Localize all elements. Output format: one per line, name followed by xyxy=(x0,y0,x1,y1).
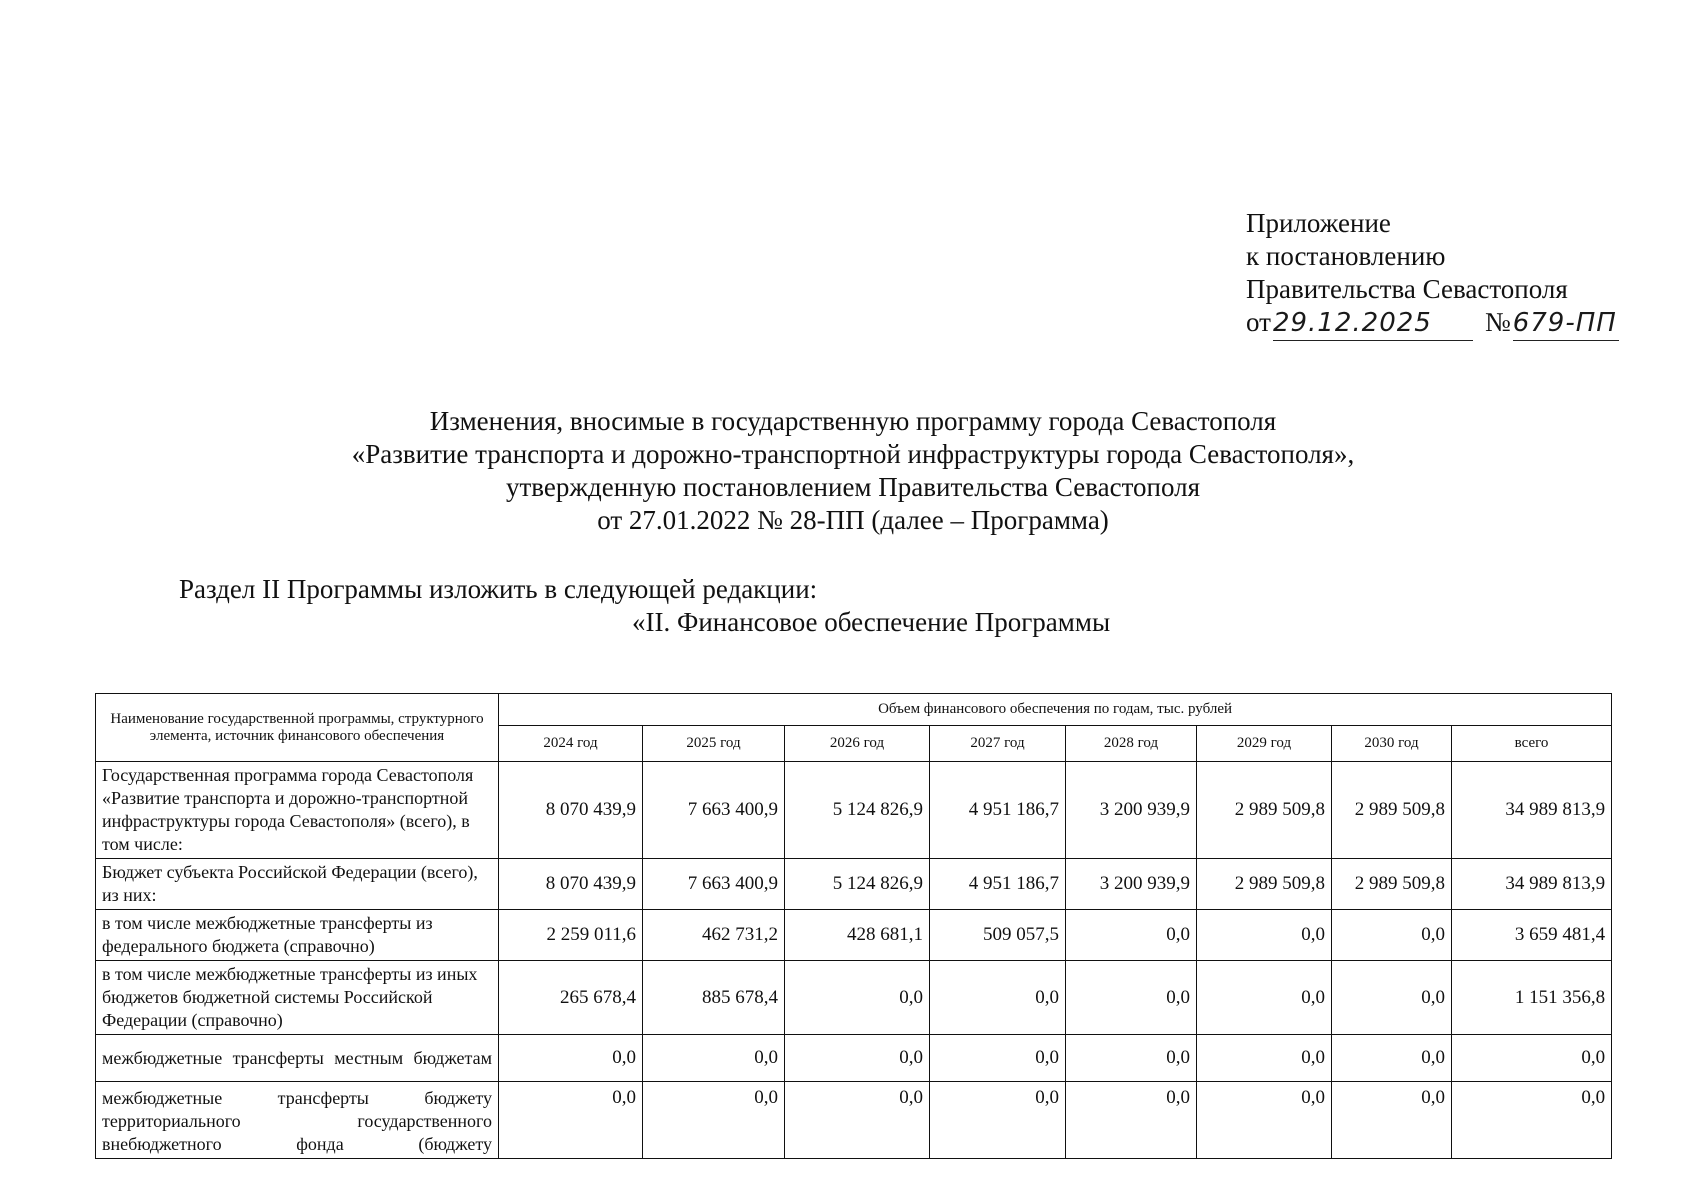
row-label: в том числе межбюджетные трансферты из федерального бюджета (справочно) xyxy=(96,910,499,961)
row-label: межбюджетные трансферты местным бюджетам xyxy=(96,1035,499,1082)
row-label: Бюджет субъекта Российской Федерации (всего), из них: xyxy=(96,859,499,910)
cell-value: 3 200 939,9 xyxy=(1066,762,1197,859)
header-year: 2028 год xyxy=(1066,726,1197,762)
title-line-3: утвержденную постановлением Правительства Севастополя xyxy=(505,472,1201,502)
table-row xyxy=(96,859,1612,910)
row-label: в том числе межбюджетные трансферты из иных бюджетов бюджетной системы Российской Федерации (справочно) xyxy=(96,961,499,1035)
cell-value: 0,0 xyxy=(1197,961,1332,1035)
cell-value: 0,0 xyxy=(1197,1035,1332,1082)
cell-value: 0,0 xyxy=(1066,910,1197,961)
instruction-text: Раздел II Программы изложить в следующей редакции: xyxy=(179,574,818,604)
row-label: межбюджетные трансферты бюджету территориального государственного внебюджетного фонда (бюджету xyxy=(96,1082,499,1159)
header-total: всего xyxy=(1452,726,1612,762)
cell-value: 5 124 826,9 xyxy=(785,859,930,910)
cell-value: 0,0 xyxy=(1332,910,1452,961)
cell-value: 0,0 xyxy=(1066,961,1197,1035)
cell-value: 4 951 186,7 xyxy=(930,762,1066,859)
cell-value: 5 124 826,9 xyxy=(785,762,930,859)
cell-value: 0,0 xyxy=(643,1035,785,1082)
cell-value-total: 1 151 356,8 xyxy=(1452,961,1612,1035)
cell-value: 8 070 439,9 xyxy=(499,859,643,910)
cell-value: 0,0 xyxy=(1332,961,1452,1035)
appendix-government: Правительства Севастополя xyxy=(1246,274,1568,304)
number-prefix: № xyxy=(1484,307,1511,337)
cell-value: 265 678,4 xyxy=(499,961,643,1035)
cell-value-total: 34 989 813,9 xyxy=(1452,859,1612,910)
cell-value: 0,0 xyxy=(1066,1082,1197,1159)
cell-value: 0,0 xyxy=(1197,910,1332,961)
cell-value: 0,0 xyxy=(785,961,930,1035)
title-line-4: от 27.01.2022 № 28-ПП (далее – Программа) xyxy=(597,505,1109,535)
cell-value: 2 989 509,8 xyxy=(1197,859,1332,910)
handwritten-number: 679-ПП xyxy=(1513,307,1619,341)
cell-value: 0,0 xyxy=(499,1082,643,1159)
table-row xyxy=(96,910,1612,961)
table-row xyxy=(96,1082,1612,1159)
cell-value: 2 259 011,6 xyxy=(499,910,643,961)
cell-value: 0,0 xyxy=(1066,1035,1197,1082)
cell-value-total: 0,0 xyxy=(1452,1082,1612,1159)
cell-value: 509 057,5 xyxy=(930,910,1066,961)
cell-value: 0,0 xyxy=(785,1082,930,1159)
cell-value-total: 3 659 481,4 xyxy=(1452,910,1612,961)
header-year: 2030 год xyxy=(1332,726,1452,762)
header-year: 2027 год xyxy=(930,726,1066,762)
cell-value: 3 200 939,9 xyxy=(1066,859,1197,910)
appendix-label: Приложение xyxy=(1246,208,1391,238)
header-year: 2026 год xyxy=(785,726,930,762)
row-label: Государственная программа города Севастополя «Развитие транспорта и дорожно-транспортной инфраструктуры города Севастополя» (всего), в том числе: xyxy=(96,762,499,859)
cell-value: 2 989 509,8 xyxy=(1332,762,1452,859)
cell-value-total: 34 989 813,9 xyxy=(1452,762,1612,859)
date-prefix: от xyxy=(1246,307,1271,337)
cell-value: 8 070 439,9 xyxy=(499,762,643,859)
header-year: 2024 год xyxy=(499,726,643,762)
cell-value: 0,0 xyxy=(1332,1035,1452,1082)
appendix-date-number xyxy=(1246,306,1619,341)
cell-value-total: 0,0 xyxy=(1452,1035,1612,1082)
cell-value: 428 681,1 xyxy=(785,910,930,961)
cell-value: 2 989 509,8 xyxy=(1332,859,1452,910)
cell-value: 885 678,4 xyxy=(643,961,785,1035)
header-name-column: Наименование государственной программы, структурного элемента, источник финансового обеспечения xyxy=(96,694,499,762)
cell-value: 0,0 xyxy=(499,1035,643,1082)
cell-value: 462 731,2 xyxy=(643,910,785,961)
appendix-to-resolution: к постановлению xyxy=(1246,241,1446,271)
handwritten-date: 29.12.2025 xyxy=(1273,307,1473,341)
header-volume: Объем финансового обеспечения по годам, тыс. рублей xyxy=(499,694,1612,726)
cell-value: 7 663 400,9 xyxy=(643,762,785,859)
cell-value: 0,0 xyxy=(930,1082,1066,1159)
appendix-block xyxy=(1246,207,1619,341)
cell-value: 0,0 xyxy=(930,961,1066,1035)
title-line-1: Изменения, вносимые в государственную программу города Севастополя xyxy=(429,406,1277,436)
table-row xyxy=(96,961,1612,1035)
cell-value: 0,0 xyxy=(643,1082,785,1159)
document-title xyxy=(200,405,1506,537)
cell-value: 7 663 400,9 xyxy=(643,859,785,910)
cell-value: 0,0 xyxy=(785,1035,930,1082)
cell-value: 0,0 xyxy=(1197,1082,1332,1159)
table-row xyxy=(96,762,1612,859)
header-year: 2029 год xyxy=(1197,726,1332,762)
title-line-2: «Развитие транспорта и дорожно-транспортной инфраструктуры города Севастополя», xyxy=(351,439,1355,469)
header-year: 2025 год xyxy=(643,726,785,762)
cell-value: 2 989 509,8 xyxy=(1197,762,1332,859)
section-title: «II. Финансовое обеспечение Программы xyxy=(632,607,1111,637)
table-row xyxy=(96,1035,1612,1082)
cell-value: 0,0 xyxy=(930,1035,1066,1082)
cell-value: 4 951 186,7 xyxy=(930,859,1066,910)
cell-value: 0,0 xyxy=(1332,1082,1452,1159)
financing-table xyxy=(95,693,1612,1159)
